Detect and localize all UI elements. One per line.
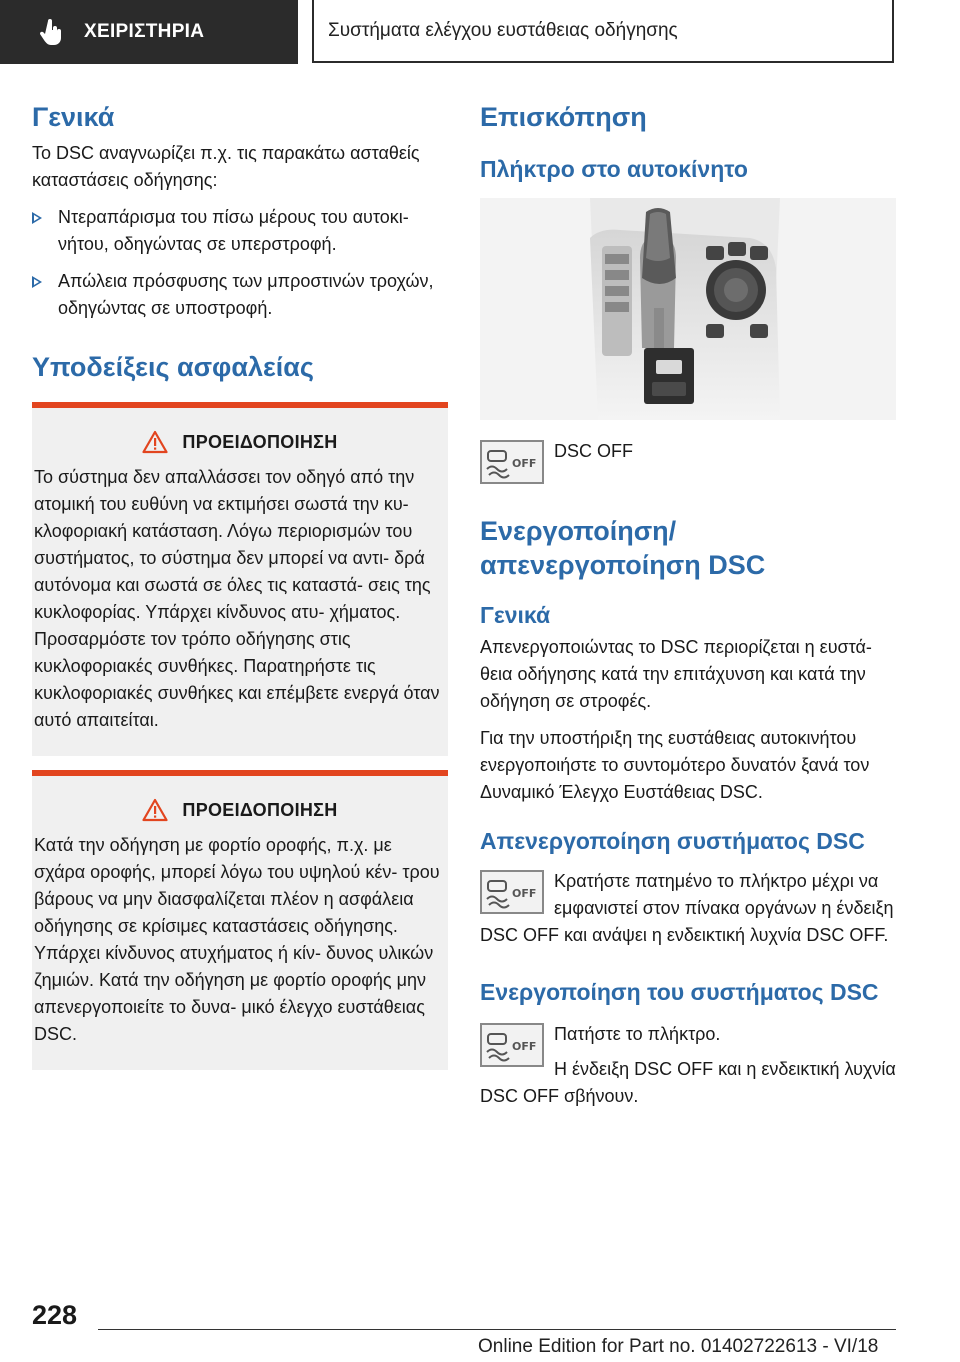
bullet-list <box>32 204 448 322</box>
hand-pointer-icon <box>38 18 66 46</box>
triangle-bullet-icon <box>32 212 42 224</box>
general-paragraph-2: Για την υποστήριξη της ευστάθειας αυτοκινήτου ενεργοποιήστε το συντομότερο δυνατόν ξανά τον Δυναμικό Έλεγχο Ευστάθειας DSC. <box>480 728 870 802</box>
svg-text:OFF: OFF <box>512 887 537 900</box>
center-console-illustration <box>480 198 896 420</box>
page-number: 228 <box>32 1300 78 1330</box>
svg-text:OFF: OFF <box>512 1040 537 1053</box>
warning-triangle-icon <box>142 798 168 822</box>
activate-heading: Ενεργοποίηση του συστήματος DSC <box>480 979 879 1005</box>
list-item: Απώλεια πρόσφυσης των μπροστινών τροχών, οδηγώντας σε υποστροφή. <box>32 268 448 322</box>
warning-label: ΠΡΟΕΙΔΟΠΟΙΗΣΗ <box>182 799 338 820</box>
overview-heading: Επισκόπηση <box>480 102 647 132</box>
warning-box <box>32 402 448 756</box>
safety-heading: Υποδείξεις ασφαλείας <box>32 352 314 382</box>
warning-header <box>34 430 446 454</box>
header-section-title: ΧΕΙΡΙΣΤΗΡΙΑ <box>84 21 205 42</box>
deactivate-block <box>480 868 896 949</box>
header-section-tab <box>0 0 298 64</box>
header-chapter-title: Συστήματα ελέγχου ευστάθειας οδήγησης <box>328 19 678 41</box>
svg-text:OFF: OFF <box>512 457 537 470</box>
triangle-bullet-icon <box>32 276 42 288</box>
dsc-off-button-icon <box>480 870 544 914</box>
dsc-button-legend <box>480 438 896 484</box>
dsc-off-button-icon <box>480 440 544 484</box>
warning-box <box>32 770 448 1070</box>
general-heading: Γενικά <box>32 102 115 132</box>
warning-label: ΠΡΟΕΙΔΟΠΟΙΗΣΗ <box>182 431 338 452</box>
warning-header <box>34 798 446 822</box>
activate-paragraph-1: Πατήστε το πλήκτρο. <box>554 1024 721 1044</box>
activate-paragraph-2: Η ένδειξη DSC OFF και η ενδεικτική λυχνία DSC OFF σβήνουν. <box>480 1059 896 1106</box>
toggle-heading: Ενεργοποίηση/απενεργοποίηση DSC <box>480 516 766 580</box>
deactivate-text: Κρατήστε πατημένο το πλήκτρο μέχρι να εμφανιστεί στον πίνακα οργάνων η ένδειξη DSC OFF και ανάψει η ενδεικτική λυχνία DSC OFF. <box>480 871 894 945</box>
footer-divider <box>98 1329 896 1330</box>
warning-text: Το σύστημα δεν απαλλάσσει τον οδηγό από την ατομική του ευθύνη να εκτιμήσει σωστά την κυ‐ κλοφοριακή κατάσταση. Λόγω περιορισμών του συστήματος, το σύστημα δεν μπορεί να αντι‐ δρά αυτόνομα και σωστά σε όλες τις καταστά‐ σεις της κυκλοφορίας. Υπάρχει κίνδυνος ατυ‐ χήματος. Προσαρμόστε τον τρόπο οδήγησης στις κυκλοφοριακές συνθήκες. Παρατηρήστε τις κυκλοφοριακές συνθήκες και επέμβετε ενεργά όταν αυτό απαιτείται. <box>34 467 440 730</box>
deactivate-heading: Απενεργοποίηση συστήματος DSC <box>480 828 865 854</box>
activate-block <box>480 1021 896 1110</box>
right-column <box>480 100 896 1110</box>
left-column <box>32 100 448 1070</box>
general-paragraph-1: Απενεργοποιώντας το DSC περιορίζεται η ευστά‐ θεια οδήγησης κατά την επιτάχυνση και κατά την οδήγηση σε στροφές. <box>480 637 872 711</box>
button-heading: Πλήκτρο στο αυτοκίνητο <box>480 156 748 182</box>
footer-edition: Online Edition for Part no. 01402722613 - VI/18 <box>478 1336 879 1357</box>
center-console-photo <box>480 198 896 420</box>
warning-text: Κατά την οδήγηση με φορτίο οροφής, π.χ. με σχάρα οροφής, μπορεί λόγω του υψηλού κέν‐ τρου βάρους να μην διασφαλίζεται πλέον η ασφάλεια οδήγησης σε κρίσιμες καταστάσεις οδήγησης. Υπάρχει κίνδυνος ατυχήματος ή κίν‐ δυνος υλικών ζημιών. Κατά την οδήγηση με φορτίο οροφής μην απενεργοποιείτε το δυνα‐ μικό έλεγχο ευστάθειας DSC. <box>34 835 440 1044</box>
header-chapter <box>312 0 894 63</box>
general-text: Το DSC αναγνωρίζει π.χ. τις παρακάτω ασταθείς καταστάσεις οδήγησης: <box>32 143 420 190</box>
dsc-off-label: DSC OFF <box>554 441 633 461</box>
warning-triangle-icon <box>142 430 168 454</box>
general-subheading: Γενικά <box>480 602 551 628</box>
list-item: Ντεραπάρισμα του πίσω μέρους του αυτοκι‐ νήτου, οδηγώντας σε υπερστροφή. <box>32 204 448 258</box>
dsc-off-button-icon <box>480 1023 544 1067</box>
